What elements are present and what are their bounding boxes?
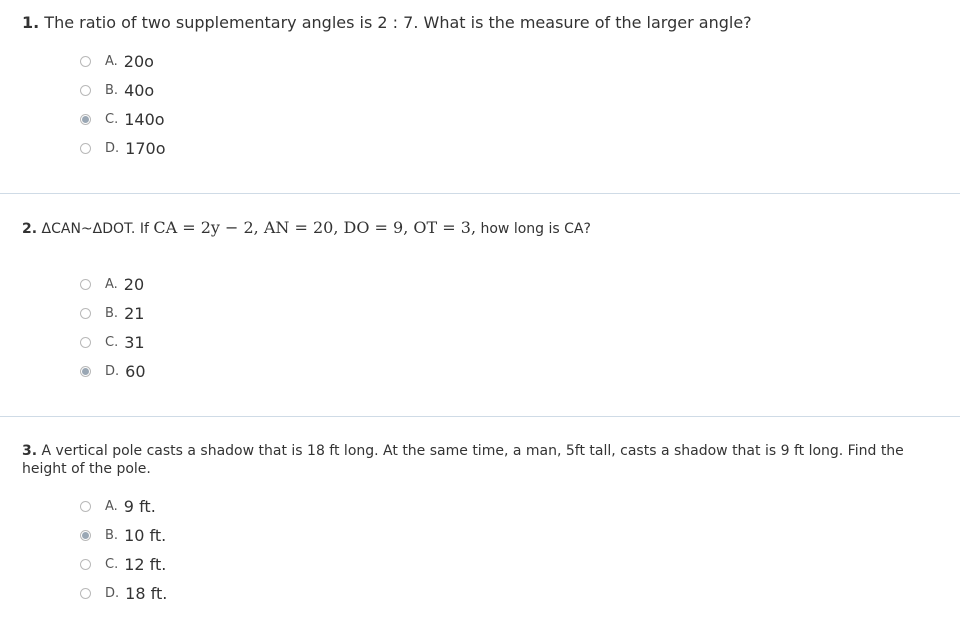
option-b[interactable] bbox=[80, 76, 165, 105]
question-divider bbox=[0, 193, 960, 194]
option-value: 20 bbox=[123, 275, 145, 294]
radio-button[interactable] bbox=[80, 85, 91, 96]
option-letter: D. bbox=[105, 586, 120, 601]
question-divider bbox=[0, 416, 960, 417]
question-3-text bbox=[22, 442, 937, 478]
option-value: 60 bbox=[125, 362, 146, 381]
question-number: 2. bbox=[22, 221, 38, 237]
option-b[interactable] bbox=[80, 521, 167, 550]
radio-button[interactable] bbox=[80, 308, 91, 319]
option-value: 12 ft. bbox=[124, 555, 167, 574]
option-letter: C. bbox=[105, 112, 119, 127]
question-1-text bbox=[22, 14, 937, 32]
question-prompt: The ratio of two supplementary angles is 2 : 7. What is the measure of the larger angle? bbox=[39, 13, 752, 32]
option-letter: B. bbox=[105, 306, 119, 321]
question-prompt-end: how long is CA? bbox=[476, 221, 591, 237]
option-value: 40o bbox=[124, 81, 155, 100]
option-letter: C. bbox=[105, 557, 119, 572]
question-number: 3. bbox=[22, 443, 38, 459]
answer-options bbox=[80, 47, 165, 163]
option-c[interactable] bbox=[80, 105, 165, 134]
option-letter: C. bbox=[105, 335, 119, 350]
radio-button[interactable] bbox=[80, 366, 91, 377]
option-letter: A. bbox=[105, 277, 118, 292]
question-number: 1. bbox=[22, 13, 40, 32]
radio-button[interactable] bbox=[80, 530, 91, 541]
option-value: 31 bbox=[124, 333, 145, 352]
option-d[interactable] bbox=[80, 134, 165, 163]
option-d[interactable] bbox=[80, 579, 167, 608]
radio-button[interactable] bbox=[80, 56, 91, 67]
option-value: 10 ft. bbox=[124, 526, 167, 545]
option-value: 9 ft. bbox=[123, 497, 156, 516]
option-letter: B. bbox=[105, 528, 119, 543]
option-value: 18 ft. bbox=[125, 584, 168, 603]
answer-options bbox=[80, 270, 146, 386]
option-b[interactable] bbox=[80, 299, 146, 328]
option-a[interactable] bbox=[80, 492, 167, 521]
question-prompt: A vertical pole casts a shadow that is 18 ft long. At the same time, a man, 5ft tall, casts a shadow that is 9 ft long. Find the height of the pole. bbox=[22, 443, 904, 477]
radio-button[interactable] bbox=[80, 588, 91, 599]
option-letter: B. bbox=[105, 83, 119, 98]
option-value: 21 bbox=[124, 304, 145, 323]
option-d[interactable] bbox=[80, 357, 146, 386]
radio-button[interactable] bbox=[80, 143, 91, 154]
radio-button[interactable] bbox=[80, 559, 91, 570]
option-value: 140o bbox=[124, 110, 165, 129]
option-a[interactable] bbox=[80, 270, 146, 299]
question-prompt: ΔCAN~ΔDOT. If bbox=[37, 221, 154, 237]
option-value: 20o bbox=[123, 52, 154, 71]
option-c[interactable] bbox=[80, 328, 146, 357]
option-letter: D. bbox=[105, 141, 120, 156]
option-letter: D. bbox=[105, 364, 120, 379]
question-2-text bbox=[22, 219, 937, 238]
answer-options bbox=[80, 492, 167, 608]
radio-button[interactable] bbox=[80, 279, 91, 290]
option-letter: A. bbox=[105, 499, 118, 514]
option-a[interactable] bbox=[80, 47, 165, 76]
radio-button[interactable] bbox=[80, 501, 91, 512]
math-expression: CA = 2y − 2, AN = 20, DO = 9, OT = 3, bbox=[153, 218, 477, 237]
option-value: 170o bbox=[125, 139, 166, 158]
option-c[interactable] bbox=[80, 550, 167, 579]
radio-button[interactable] bbox=[80, 114, 91, 125]
option-letter: A. bbox=[105, 54, 118, 69]
radio-button[interactable] bbox=[80, 337, 91, 348]
